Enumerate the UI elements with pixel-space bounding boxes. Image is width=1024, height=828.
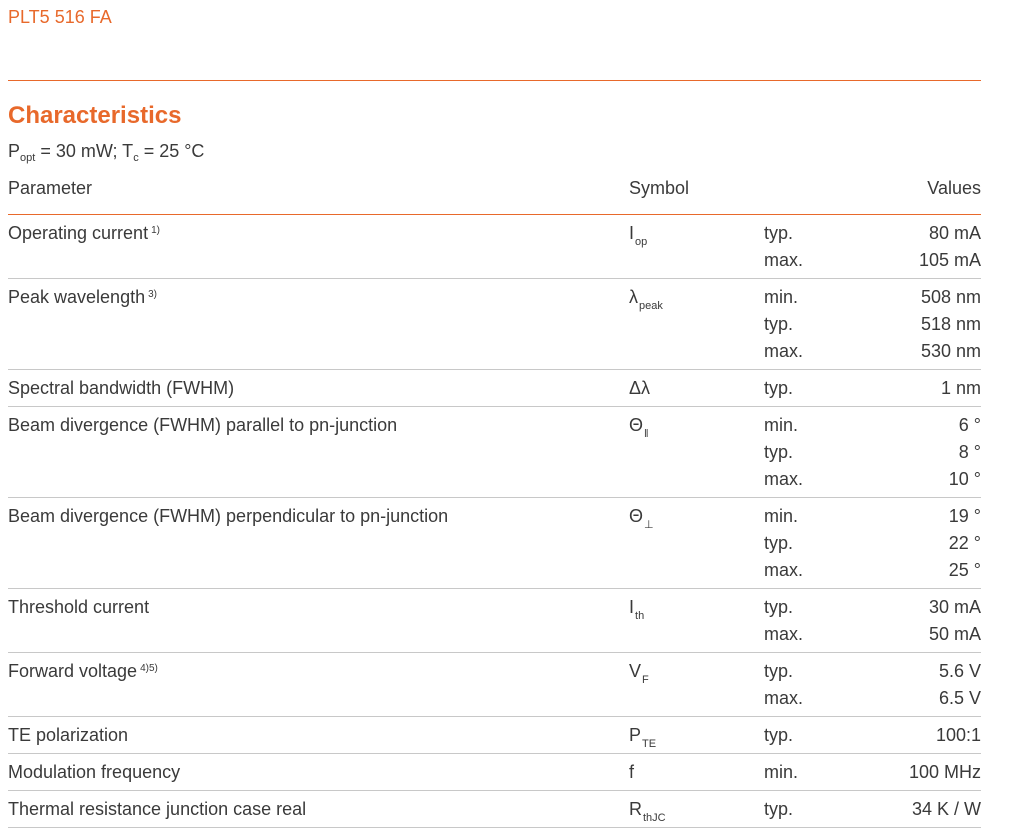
value-line <box>764 469 981 496</box>
table-row <box>8 215 981 279</box>
value-qualifier: max. <box>764 688 804 708</box>
value-number: 100 MHz <box>908 762 981 782</box>
value-number: 19 ° <box>948 506 981 526</box>
value-qualifier: typ. <box>764 533 794 553</box>
symbol-main: P <box>629 725 642 745</box>
values-cell <box>764 597 981 651</box>
values-cell <box>764 506 981 587</box>
value-line <box>764 415 981 442</box>
value-line <box>764 661 981 688</box>
parameter-label: Spectral bandwidth (FWHM) <box>8 378 235 398</box>
parameter-cell <box>8 597 149 618</box>
conditions-p-sub: opt <box>20 152 36 164</box>
value-number: 6 ° <box>958 415 981 435</box>
value-number: 1 nm <box>940 378 981 398</box>
symbol-cell <box>629 661 649 686</box>
value-number: 80 mA <box>928 223 981 243</box>
footnote-ref: 4)5) <box>140 663 158 674</box>
value-line <box>764 560 981 587</box>
section-title: Characteristics <box>8 102 182 129</box>
value-qualifier: min. <box>764 287 799 307</box>
parameter-cell <box>8 799 306 820</box>
value-line <box>764 314 981 341</box>
symbol-cell <box>629 287 663 312</box>
parameter-label: TE polarization <box>8 725 129 745</box>
value-qualifier: max. <box>764 341 804 361</box>
value-number: 30 mA <box>928 597 981 617</box>
value-number: 508 nm <box>920 287 981 307</box>
symbol-main: λ <box>629 287 638 307</box>
symbol-subscript: ǁ <box>644 428 649 440</box>
parameter-cell <box>8 378 234 399</box>
value-line <box>764 223 981 250</box>
value-qualifier: typ. <box>764 223 794 243</box>
conditions-p: P <box>8 141 21 161</box>
value-line <box>764 624 981 651</box>
value-qualifier: typ. <box>764 378 794 398</box>
symbol-main: Θ <box>629 506 644 526</box>
conditions-mid: = 30 mW; T <box>35 141 134 161</box>
values-cell <box>764 223 981 277</box>
values-cell <box>764 661 981 715</box>
value-qualifier: typ. <box>764 799 794 819</box>
parameter-label: Thermal resistance junction case real <box>8 799 307 819</box>
value-qualifier: typ. <box>764 661 794 681</box>
conditions-end: = 25 °C <box>138 141 205 161</box>
value-qualifier: typ. <box>764 314 794 334</box>
table-row <box>8 653 981 717</box>
value-qualifier: typ. <box>764 442 794 462</box>
table-header <box>8 170 981 215</box>
parameter-label: Beam divergence (FWHM) perpendicular to pn-junction <box>8 506 449 526</box>
value-line <box>764 533 981 560</box>
parameter-cell <box>8 506 448 527</box>
value-line <box>764 442 981 469</box>
value-line <box>764 378 981 405</box>
table-row <box>8 754 981 791</box>
footnote-ref: 3) <box>148 289 157 300</box>
test-conditions <box>8 141 204 162</box>
values-cell <box>764 287 981 368</box>
symbol-subscript: ⊥ <box>644 519 654 531</box>
values-cell <box>764 378 981 405</box>
values-cell <box>764 725 981 752</box>
symbol-main: Δλ <box>629 378 651 398</box>
value-number: 10 ° <box>948 469 981 489</box>
value-number: 100:1 <box>935 725 981 745</box>
table-row <box>8 279 981 370</box>
value-line <box>764 341 981 368</box>
parameter-label: Beam divergence (FWHM) parallel to pn-junction <box>8 415 398 435</box>
parameter-cell <box>8 725 128 746</box>
parameter-cell <box>8 415 397 436</box>
symbol-main: f <box>629 762 635 782</box>
value-line <box>764 799 981 826</box>
values-cell <box>764 415 981 496</box>
symbol-cell <box>629 506 654 531</box>
symbol-main: V <box>629 661 642 681</box>
characteristics-table <box>8 170 981 828</box>
footnote-ref: 1) <box>151 225 160 236</box>
value-line <box>764 725 981 752</box>
value-number: 105 mA <box>918 250 981 270</box>
table-row <box>8 717 981 754</box>
symbol-subscript: F <box>642 674 649 686</box>
parameter-label: Threshold current <box>8 597 150 617</box>
value-line <box>764 597 981 624</box>
values-cell <box>764 799 981 826</box>
parameter-cell <box>8 661 158 682</box>
header-divider <box>8 80 981 81</box>
value-number: 5.6 V <box>938 661 981 681</box>
value-qualifier: max. <box>764 250 804 270</box>
value-qualifier: max. <box>764 469 804 489</box>
symbol-main: I <box>629 597 635 617</box>
value-number: 8 ° <box>958 442 981 462</box>
table-row <box>8 370 981 407</box>
symbol-cell <box>629 799 666 824</box>
value-line <box>764 287 981 314</box>
table-row <box>8 791 981 828</box>
symbol-main: I <box>629 223 635 243</box>
symbol-cell <box>629 223 648 248</box>
table-row <box>8 589 981 653</box>
value-number: 22 ° <box>948 533 981 553</box>
parameter-cell <box>8 287 157 308</box>
column-header-values: Values <box>927 178 981 198</box>
value-number: 50 mA <box>928 624 981 644</box>
symbol-main: Θ <box>629 415 644 435</box>
value-qualifier: max. <box>764 560 804 580</box>
table-body <box>8 215 981 828</box>
value-qualifier: min. <box>764 415 799 435</box>
value-qualifier: max. <box>764 624 804 644</box>
symbol-cell <box>629 597 645 622</box>
conditions-t-sub: c <box>133 152 139 164</box>
parameter-cell <box>8 223 160 244</box>
symbol-main: R <box>629 799 642 819</box>
product-name: PLT5 516 FA <box>8 7 112 27</box>
symbol-cell <box>629 415 649 440</box>
parameter-label: Peak wavelength <box>8 287 146 307</box>
value-qualifier: min. <box>764 506 799 526</box>
symbol-cell <box>629 378 650 399</box>
column-header-symbol: Symbol <box>629 178 690 198</box>
parameter-label: Operating current <box>8 223 149 243</box>
value-line <box>764 688 981 715</box>
value-number: 34 K / W <box>911 799 981 819</box>
values-cell <box>764 762 981 789</box>
value-qualifier: typ. <box>764 725 794 745</box>
value-number: 6.5 V <box>938 688 981 708</box>
symbol-subscript: op <box>635 236 648 248</box>
symbol-cell <box>629 762 634 783</box>
value-line <box>764 506 981 533</box>
symbol-subscript: TE <box>642 738 657 750</box>
value-number: 530 nm <box>920 341 981 361</box>
symbol-cell <box>629 725 657 750</box>
value-qualifier: typ. <box>764 597 794 617</box>
table-row <box>8 407 981 498</box>
parameter-label: Modulation frequency <box>8 762 181 782</box>
value-number: 25 ° <box>948 560 981 580</box>
symbol-subscript: thJC <box>643 812 666 824</box>
value-qualifier: min. <box>764 762 799 782</box>
value-number: 518 nm <box>920 314 981 334</box>
value-line <box>764 762 981 789</box>
table-row <box>8 498 981 589</box>
symbol-subscript: th <box>635 610 645 622</box>
column-header-parameter: Parameter <box>8 178 93 198</box>
parameter-label: Forward voltage <box>8 661 138 681</box>
value-line <box>764 250 981 277</box>
parameter-cell <box>8 762 180 783</box>
symbol-subscript: peak <box>639 300 663 312</box>
